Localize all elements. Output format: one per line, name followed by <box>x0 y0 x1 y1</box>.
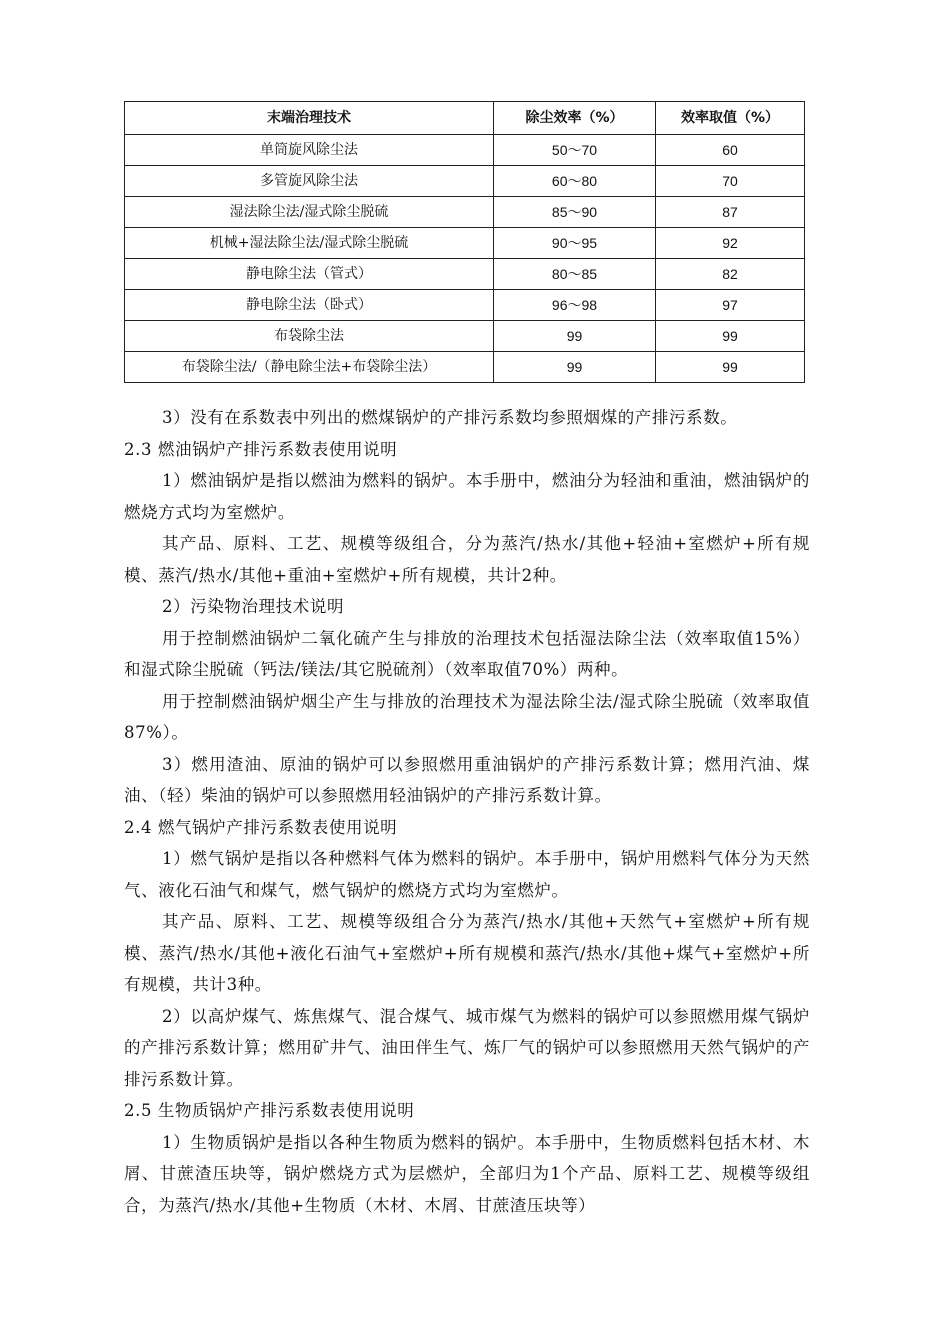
dust-removal-efficiency-table <box>124 101 805 383</box>
paragraph: 3）燃用渣油、原油的锅炉可以参照燃用重油锅炉的产排污系数计算；燃用汽油、煤油、（轻）柴油的锅炉可以参照燃用轻油锅炉的产排污系数计算。 <box>124 754 810 805</box>
cell-efficiency-range: 96～98 <box>494 290 656 321</box>
cell-efficiency-value: 82 <box>656 259 805 290</box>
table-row <box>125 135 805 166</box>
section-heading: 2.3 燃油锅炉产排污系数表使用说明 <box>124 439 398 459</box>
cell-efficiency-range: 99 <box>494 352 656 383</box>
paragraph: 1）燃油锅炉是指以燃油为燃料的锅炉。本手册中，燃油分为轻油和重油，燃油锅炉的燃烧方式均为室燃炉。 <box>124 471 810 522</box>
cell-technology: 布袋除尘法/（静电除尘法+布袋除尘法） <box>125 352 494 383</box>
paragraph: 其产品、原料、工艺、规模等级组合，分为蒸汽/热水/其他+轻油+室燃炉+所有规模、蒸汽/热水/其他+重油+室燃炉+所有规模，共计2种。 <box>124 534 810 585</box>
cell-efficiency-range: 80～85 <box>494 259 656 290</box>
paragraph: 用于控制燃油锅炉烟尘产生与排放的治理技术为湿法除尘法/湿式除尘脱硫（效率取值87%）。 <box>124 691 810 742</box>
table-row <box>125 197 805 228</box>
cell-efficiency-value: 70 <box>656 166 805 197</box>
cell-technology: 机械+湿法除尘法/湿式除尘脱硫 <box>125 228 494 259</box>
paragraph: 1）生物质锅炉是指以各种生物质为燃料的锅炉。本手册中，生物质燃料包括木材、木屑、甘蔗渣压块等，锅炉燃烧方式为层燃炉，全部归为1个产品、原料工艺、规模等级组合，为蒸汽/热水/其他+生物质（木材、木屑、甘蔗渣压块等） <box>124 1132 810 1215</box>
table-header-row <box>125 102 805 135</box>
cell-technology: 单筒旋风除尘法 <box>125 135 494 166</box>
cell-efficiency-value: 97 <box>656 290 805 321</box>
table-row <box>125 321 805 352</box>
paragraph: 2）污染物治理技术说明 <box>162 597 345 616</box>
table-row <box>125 228 805 259</box>
paragraph: 其产品、原料、工艺、规模等级组合分为蒸汽/热水/其他+天然气+室燃炉+所有规模、蒸汽/热水/其他+液化石油气+室燃炉+所有规模和蒸汽/热水/其他+煤气+室燃炉+所有规模，共计3种。 <box>124 912 810 994</box>
table-row <box>125 259 805 290</box>
column-header-efficiency-value: 效率取值（%） <box>656 102 805 135</box>
cell-efficiency-range: 90～95 <box>494 228 656 259</box>
table-row <box>125 166 805 197</box>
cell-efficiency-range: 99 <box>494 321 656 352</box>
cell-efficiency-value: 60 <box>656 135 805 166</box>
cell-technology: 静电除尘法（管式） <box>125 259 494 290</box>
paragraph: 用于控制燃油锅炉二氧化硫产生与排放的治理技术包括湿法除尘法（效率取值15%）和湿式除尘脱硫（钙法/镁法/其它脱硫剂）（效率取值70%）两种。 <box>124 628 810 679</box>
section-heading: 2.5 生物质锅炉产排污系数表使用说明 <box>124 1101 415 1120</box>
paragraph: 1）燃气锅炉是指以各种燃料气体为燃料的锅炉。本手册中，锅炉用燃料气体分为天然气、液化石油气和煤气，燃气锅炉的燃烧方式均为室燃炉。 <box>124 849 810 900</box>
paragraph: 3）没有在系数表中列出的燃煤锅炉的产排污系数均参照烟煤的产排污系数。 <box>162 408 738 427</box>
cell-technology: 静电除尘法（卧式） <box>125 290 494 321</box>
cell-efficiency-range: 60～80 <box>494 166 656 197</box>
cell-efficiency-range: 85～90 <box>494 197 656 228</box>
cell-technology: 多管旋风除尘法 <box>125 166 494 197</box>
cell-efficiency-value: 99 <box>656 352 805 383</box>
cell-technology: 湿法除尘法/湿式除尘脱硫 <box>125 197 494 228</box>
paragraph: 2）以高炉煤气、炼焦煤气、混合煤气、城市煤气为燃料的锅炉可以参照燃用煤气锅炉的产排污系数计算；燃用矿井气、油田伴生气、炼厂气的锅炉可以参照燃用天然气锅炉的产排污系数计算。 <box>124 1006 810 1089</box>
column-header-efficiency: 除尘效率（%） <box>494 102 656 135</box>
cell-efficiency-value: 87 <box>656 197 805 228</box>
cell-efficiency-value: 92 <box>656 228 805 259</box>
table-row <box>125 352 805 383</box>
cell-efficiency-value: 99 <box>656 321 805 352</box>
cell-efficiency-range: 50～70 <box>494 135 656 166</box>
column-header-technology: 末端治理技术 <box>125 102 494 135</box>
body-text <box>124 402 810 1221</box>
section-heading: 2.4 燃气锅炉产排污系数表使用说明 <box>124 817 398 837</box>
table-row <box>125 290 805 321</box>
cell-technology: 布袋除尘法 <box>125 321 494 352</box>
